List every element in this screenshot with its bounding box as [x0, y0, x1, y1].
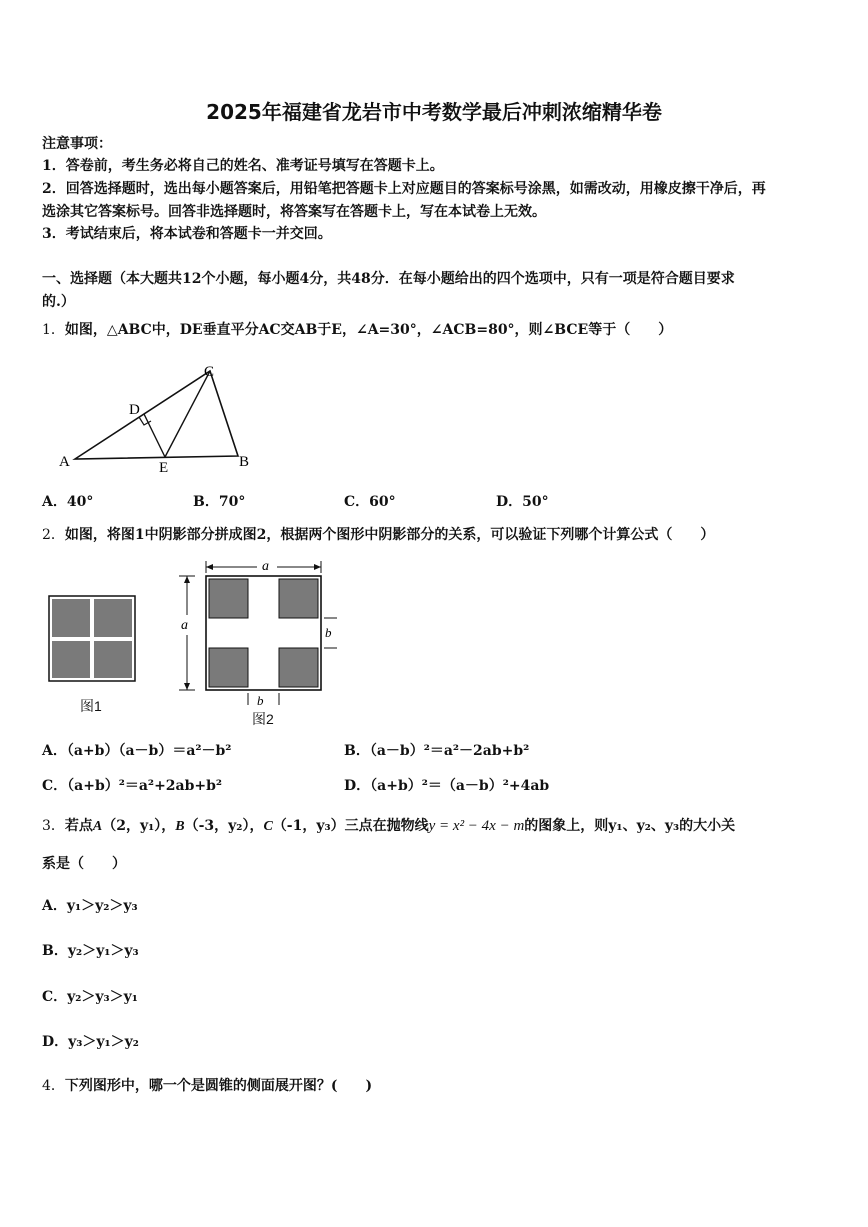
- question-3-cont: 系是（ ）: [42, 856, 126, 872]
- dimension-a-left: a: [181, 618, 188, 633]
- question-number: 3．: [42, 818, 65, 834]
- point-a-coord: （2，y₁）: [102, 818, 162, 834]
- question-3-mid: 三点在抛物线: [344, 818, 429, 834]
- question-1-text: 如图，△ABC中，DE垂直平分AC交AB于E，∠A=30°，∠ACB=80°，则∠BCE等于（ ）: [64, 322, 673, 338]
- q2-option-b[interactable]: B．（a－b）²＝a²－2ab+b²: [344, 743, 530, 759]
- q2-option-a[interactable]: A．（a+b）（a－b）＝a²－b²: [42, 743, 232, 759]
- question-2-text: 如图，将图1中阴影部分拼成图2，根据两个图形中阴影部分的关系，可以验证下列哪个计算公式（ ）: [64, 527, 715, 543]
- q1-option-b[interactable]: B．70°: [193, 494, 246, 510]
- question-number: 1．: [42, 322, 65, 338]
- dimension-b-bottom: b: [257, 693, 264, 708]
- notice-item-1: 1．答卷前，考生务必将自己的姓名、准考证号填写在答题卡上。: [42, 158, 444, 174]
- q3-option-a[interactable]: A．y₁＞y₂＞y₃: [42, 898, 138, 914]
- dimension-b-right: b: [325, 625, 332, 640]
- question-3-lead: 若点: [64, 818, 93, 834]
- triangle-figure: [55, 358, 265, 473]
- q3-option-c[interactable]: C．y₂＞y₃＞y₁: [42, 989, 138, 1005]
- question-3: 3．若点A（2，y₁），B（-3，y₂），C（-1，y₃）三点在抛物线y = x² − 4x − m的图象上，则y₁、y₂、y₃的大小关: [42, 818, 736, 834]
- q3-option-d[interactable]: D．y₃＞y₁＞y₂: [42, 1034, 139, 1050]
- notice-item-3: 3．考试结束后，将本试卷和答题卡一并交回。: [42, 226, 332, 242]
- parabola-formula: y = x² − 4x − m: [428, 818, 525, 834]
- section-heading-cont: 的.）: [42, 294, 75, 310]
- question-4: [42, 1075, 372, 1095]
- q3-option-b[interactable]: B．y₂＞y₁＞y₃: [42, 943, 139, 959]
- fig2-caption: 图2: [252, 711, 274, 727]
- point-b-coord: （-3，y₂）: [184, 818, 250, 834]
- point-c-coord: （-1，y₃）: [272, 818, 345, 834]
- vertex-label-e: E: [159, 460, 169, 473]
- section-heading: 一、选择题（本大题共12个小题，每小题4分，共48分．在每小题给出的四个选项中，只有一项是符合题目要求: [42, 271, 735, 287]
- question-number: 2．: [42, 527, 65, 543]
- fig1-caption: 图1: [80, 698, 102, 714]
- point-b: B: [175, 819, 185, 834]
- q2-option-c[interactable]: C．（a+b）²＝a²+2ab+b²: [42, 778, 223, 794]
- notice-item-2-cont: 选涂其它答案标号。回答非选择题时，将答案写在答题卡上，写在本试卷上无效。: [42, 204, 546, 220]
- notice-item-2: 2．回答选择题时，选出每小题答案后，用铅笔把答题卡上对应题目的答案标号涂黑，如需改动，用橡皮擦干净后，再: [42, 181, 766, 197]
- point-a: A: [92, 819, 103, 834]
- question-1: [42, 319, 672, 339]
- point-c: C: [263, 819, 273, 834]
- question-4-text: 下列图形中，哪一个是圆锥的侧面展开图？( ): [64, 1078, 373, 1094]
- vertex-label-d: D: [129, 402, 140, 418]
- vertex-label-a: A: [59, 454, 70, 470]
- question-2: [42, 524, 714, 544]
- q1-option-c[interactable]: C．60°: [344, 494, 396, 510]
- q2-option-d[interactable]: D．（a+b）²＝（a－b）²+4ab: [344, 778, 550, 794]
- notice-heading: 注意事项：: [42, 136, 112, 152]
- question-3-tail: 的图象上，则y₁、y₂、y₃的大小关: [524, 818, 736, 834]
- page-title: 2025年福建省龙岩市中考数学最后冲刺浓缩精华卷: [206, 100, 662, 124]
- q1-option-d[interactable]: D．50°: [496, 494, 549, 510]
- question-number: 4．: [42, 1078, 65, 1094]
- dimension-a-top: a: [262, 559, 269, 574]
- q1-option-a[interactable]: A．40°: [42, 494, 94, 510]
- vertex-label-c: C: [204, 364, 215, 380]
- vertex-label-b: B: [239, 454, 250, 470]
